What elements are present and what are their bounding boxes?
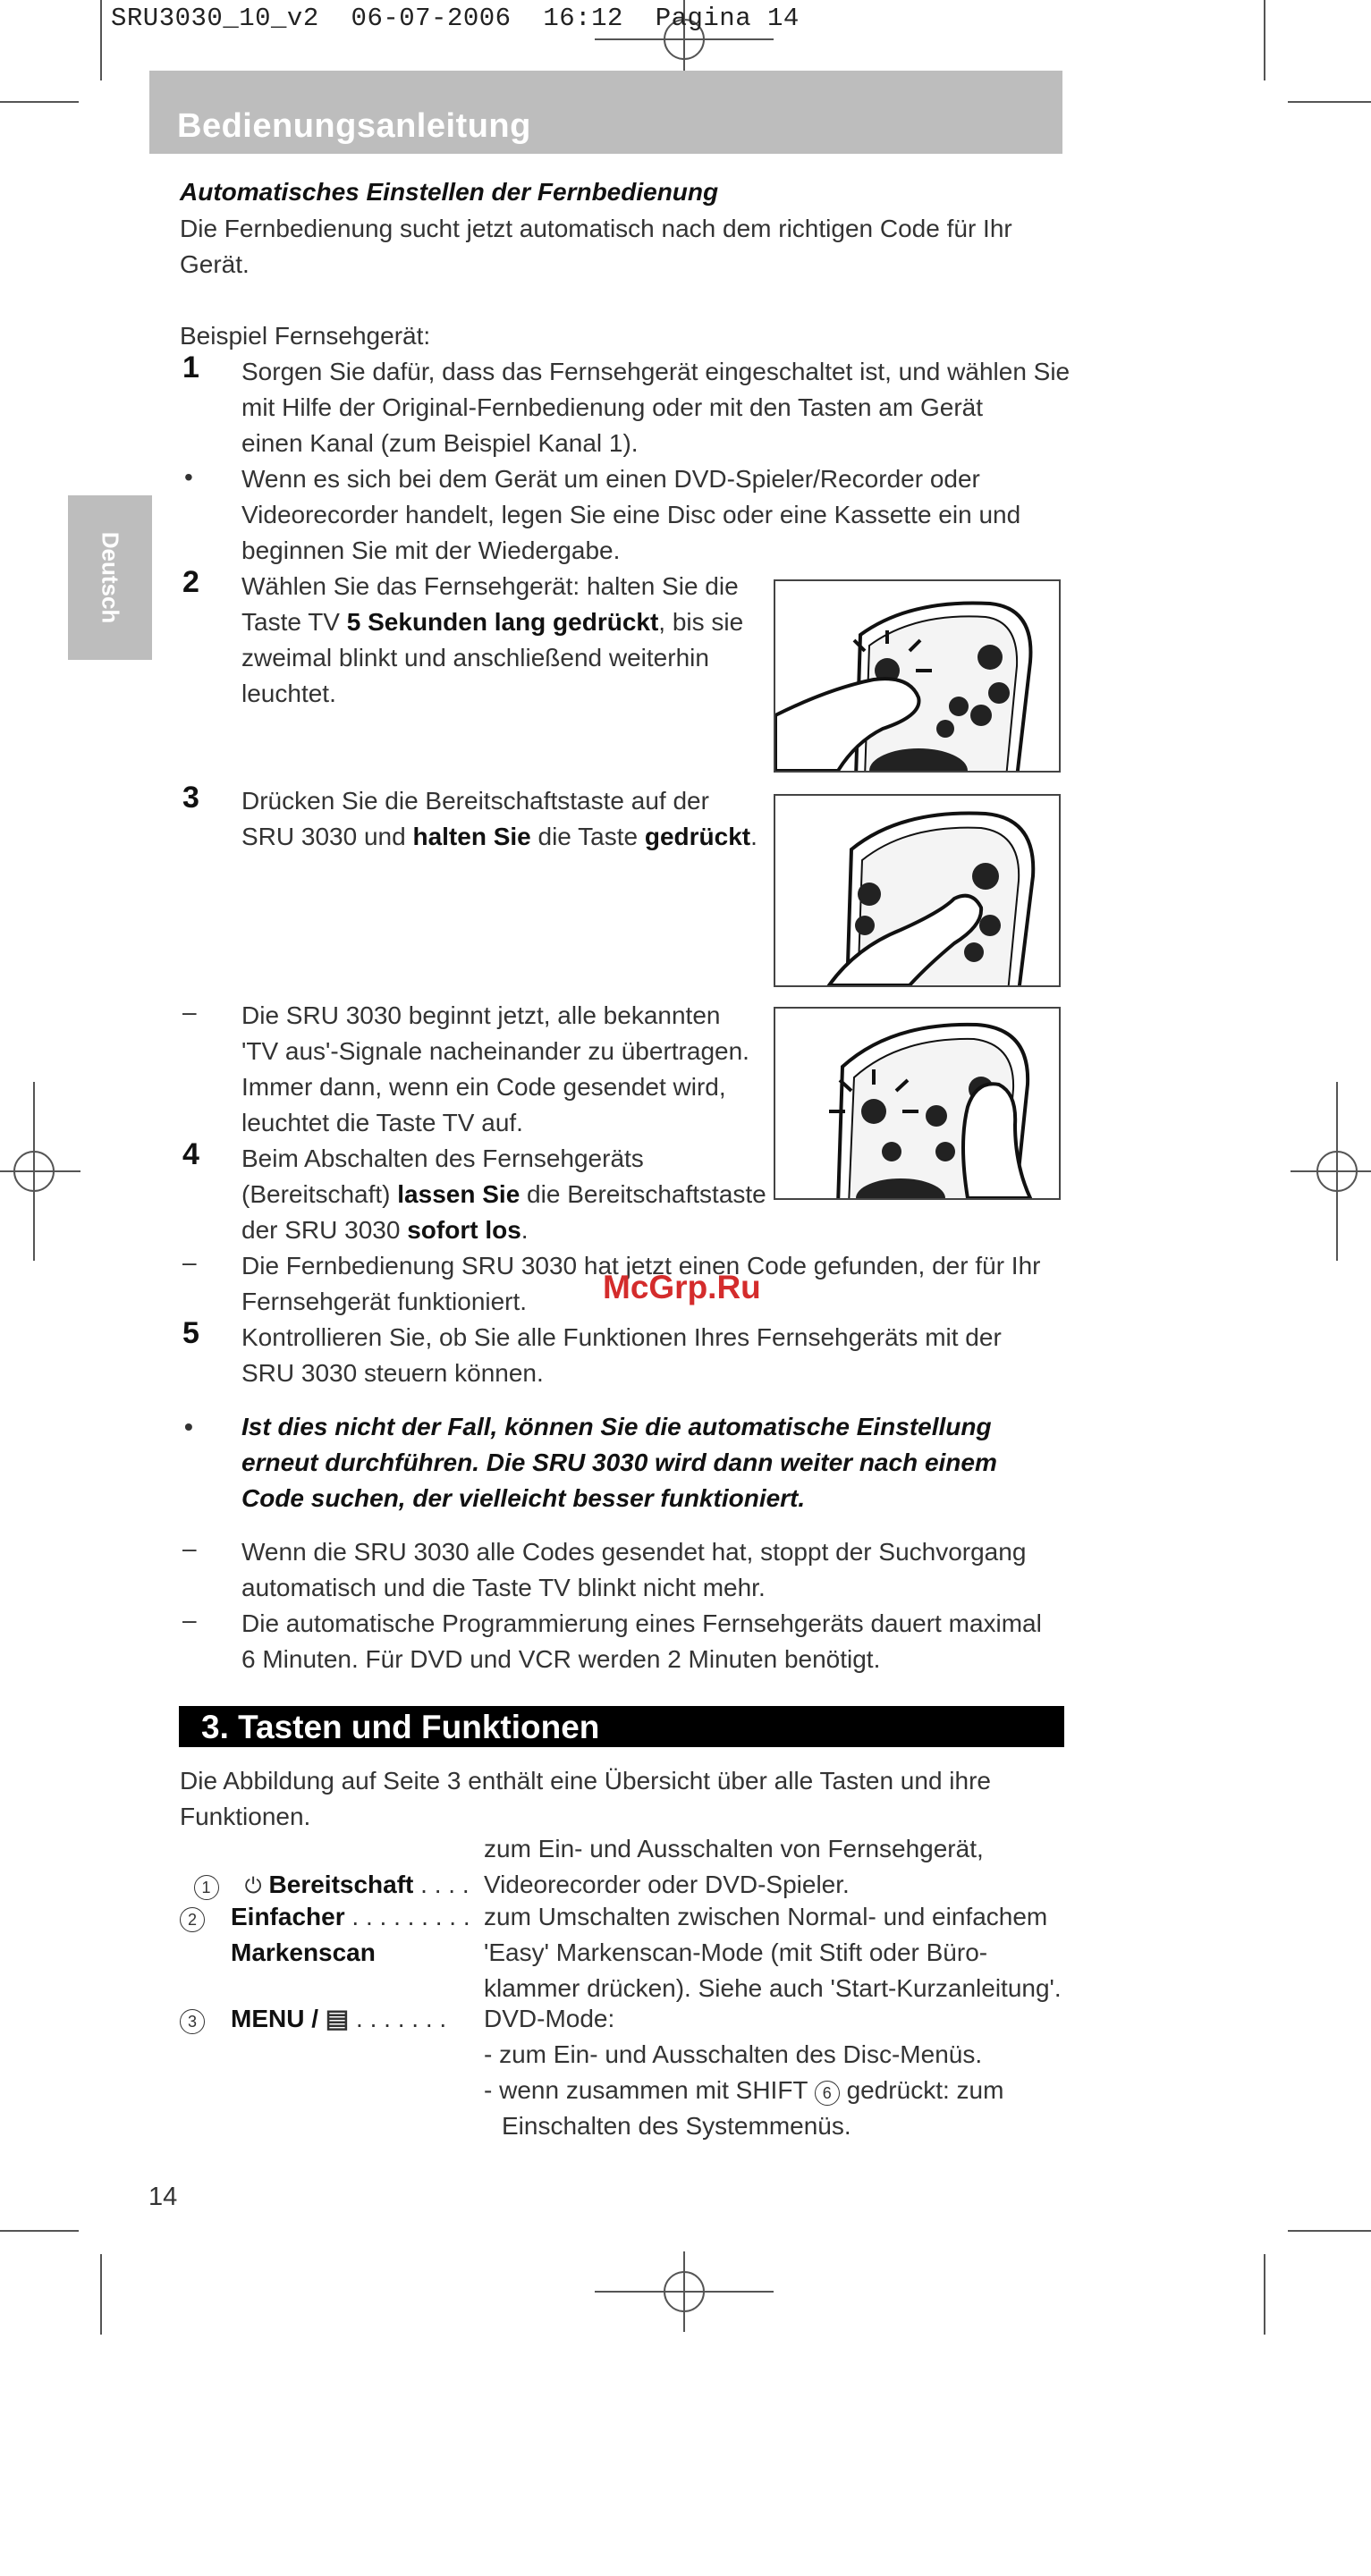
dash-text: Fernsehgerät funktioniert. (241, 1288, 528, 1315)
step-text: Sorgen Sie dafür, dass das Fernsehgerät eingeschaltet ist, und wählen Sie (241, 358, 1071, 385)
registration-mark-left (0, 1082, 80, 1261)
page-number: 14 (148, 2183, 178, 2211)
dash-mark: – (182, 1606, 197, 1634)
dash-text: Wenn die SRU 3030 alle Codes gesendet hat, stoppt der Suchvorgang (241, 1538, 1027, 1566)
bullet-text: Videorecorder handelt, legen Sie eine Disc oder eine Kassette ein und (241, 501, 1021, 528)
step-number: 1 (182, 351, 199, 384)
crop-mark (100, 2254, 102, 2335)
dash-text: leuchtet die Taste TV auf. (241, 1109, 523, 1136)
dash-text: Immer dann, wenn ein Code gesendet wird, (241, 1073, 726, 1101)
step-text: Wählen Sie das Fernsehgerät: halten Sie die (241, 572, 739, 600)
menu-icon: ▤ (325, 2005, 350, 2032)
remote-illustration-tv-button (774, 579, 1061, 773)
section-title: 3. Tasten und Funktionen (201, 1709, 600, 1745)
section-intro: Die Abbildung auf Seite 3 enthält eine Übersicht über alle Tasten und ihre (180, 1767, 991, 1795)
bullet-text: Ist dies nicht der Fall, können Sie die automatische Einstellung (241, 1413, 992, 1440)
intro-heading: Automatisches Einstellen der Fernbedienung (180, 178, 719, 206)
print-slug: SRU3030_10_v2 06-07-2006 16:12 Pagina 14 (111, 4, 800, 33)
step-text: Kontrollieren Sie, ob Sie alle Funktionen Ihres Fernsehgeräts mit der (241, 1323, 1002, 1351)
bullet-mark: • (184, 463, 193, 491)
key-number: 3 (180, 2009, 205, 2034)
shift-key-number: 6 (815, 2081, 840, 2106)
bullet-text: erneut durchführen. Die SRU 3030 wird dann weiter nach einem (241, 1448, 997, 1476)
crop-mark (100, 0, 102, 80)
language-tab-label: Deutsch (97, 531, 124, 624)
key-name: Einfacher . . . . . . . . . (231, 1903, 470, 1930)
crop-mark (1264, 2254, 1265, 2335)
key-entry-bereitschaft (180, 1831, 219, 1903)
watermark: McGrp.Ru (603, 1269, 761, 1305)
bullet-text: beginnen Sie mit der Wiedergabe. (241, 536, 621, 564)
step-text: Beim Abschalten des Fernsehgeräts (241, 1144, 644, 1172)
dash-mark: – (182, 1248, 197, 1276)
step-text: SRU 3030 und halten Sie die Taste gedrückt. (241, 823, 757, 850)
step-text: SRU 3030 steuern können. (241, 1359, 544, 1387)
step-text: einen Kanal (zum Beispiel Kanal 1). (241, 429, 639, 457)
step-text: der SRU 3030 sofort los. (241, 1216, 529, 1244)
key-number: 1 (194, 1875, 219, 1900)
key-entry-menu (180, 2001, 205, 2037)
crop-mark (1288, 2230, 1371, 2232)
dash-text: Die Fernbedienung SRU 3030 hat jetzt einen Code gefunden, der für Ihr (241, 1252, 1041, 1280)
crop-mark (1288, 101, 1371, 103)
intro-line: Gerät. (180, 250, 250, 278)
remote-illustration-standby-button (774, 794, 1061, 987)
step-text: zweimal blinkt und anschließend weiterhin (241, 644, 709, 671)
registration-mark-bottom (595, 2251, 774, 2332)
key-number: 2 (180, 1907, 205, 1932)
bullet-text: Code suchen, der vielleicht besser funktioniert. (241, 1484, 806, 1512)
step-number: 3 (182, 781, 199, 815)
step-number: 5 (182, 1316, 199, 1350)
key-desc: 'Easy' Markenscan-Mode (mit Stift oder Büro- (484, 1938, 988, 1966)
key-desc: - zum Ein- und Ausschalten des Disc-Menüs. (484, 2040, 983, 2068)
key-desc: - wenn zusammen mit SHIFT 6 gedrückt: zum (484, 2076, 1004, 2104)
key-name: MENU / ▤ . . . . . . . (231, 2005, 447, 2032)
bullet-text: Wenn es sich bei dem Gerät um einen DVD-Spieler/Recorder oder (241, 465, 980, 493)
step-number: 4 (182, 1137, 199, 1171)
step-text: leuchtet. (241, 680, 336, 707)
key-desc: DVD-Mode: (484, 2005, 615, 2032)
language-tab (68, 495, 152, 660)
section-intro: Funktionen. (180, 1803, 311, 1830)
key-desc: zum Ein- und Ausschalten von Fernsehgerät, (484, 1835, 984, 1862)
key-desc: zum Umschalten zwischen Normal- und einfachem (484, 1903, 1048, 1930)
dash-text: Die SRU 3030 beginnt jetzt, alle bekannten (241, 1001, 721, 1029)
registration-mark-right (1291, 1082, 1371, 1261)
power-icon: ⏻ (244, 1874, 262, 1898)
key-name: ⏻ Bereitschaft . . . . (244, 1871, 470, 1898)
dash-text: 6 Minuten. Für DVD und VCR werden 2 Minuten benötigt. (241, 1645, 881, 1673)
crop-mark (0, 101, 79, 103)
dash-mark: – (182, 998, 197, 1026)
example-label: Beispiel Fernsehgerät: (180, 322, 431, 350)
dash-mark: – (182, 1534, 197, 1562)
crop-mark (0, 2230, 79, 2232)
step-text: Taste TV 5 Sekunden lang gedrückt, bis sie (241, 608, 744, 636)
remote-illustration-release (774, 1007, 1061, 1200)
step-text: (Bereitschaft) lassen Sie die Bereitschaftstaste (241, 1180, 766, 1208)
intro-line: Die Fernbedienung sucht jetzt automatisch nach dem richtigen Code für Ihr (180, 215, 1012, 242)
bullet-mark: • (184, 1413, 193, 1440)
key-desc: Einschalten des Systemmenüs. (502, 2112, 851, 2140)
step-text: Drücken Sie die Bereitschaftstaste auf der (241, 787, 709, 815)
key-entry-markenscan (180, 1899, 205, 1935)
key-name: Markenscan (231, 1938, 376, 1966)
step-text: mit Hilfe der Original-Fernbedienung oder mit den Tasten am Gerät (241, 393, 983, 421)
key-desc: Videorecorder oder DVD-Spieler. (484, 1871, 850, 1898)
key-desc: klammer drücken). Siehe auch 'Start-Kurzanleitung'. (484, 1974, 1062, 2002)
dash-text: automatisch und die Taste TV blinkt nicht mehr. (241, 1574, 766, 1601)
step-number: 2 (182, 565, 199, 599)
dash-text: 'TV aus'-Signale nacheinander zu übertragen. (241, 1037, 749, 1065)
crop-mark (1264, 0, 1265, 80)
dash-text: Die automatische Programmierung eines Fernsehgeräts dauert maximal (241, 1609, 1042, 1637)
header-title: Bedienungsanleitung (177, 107, 531, 145)
